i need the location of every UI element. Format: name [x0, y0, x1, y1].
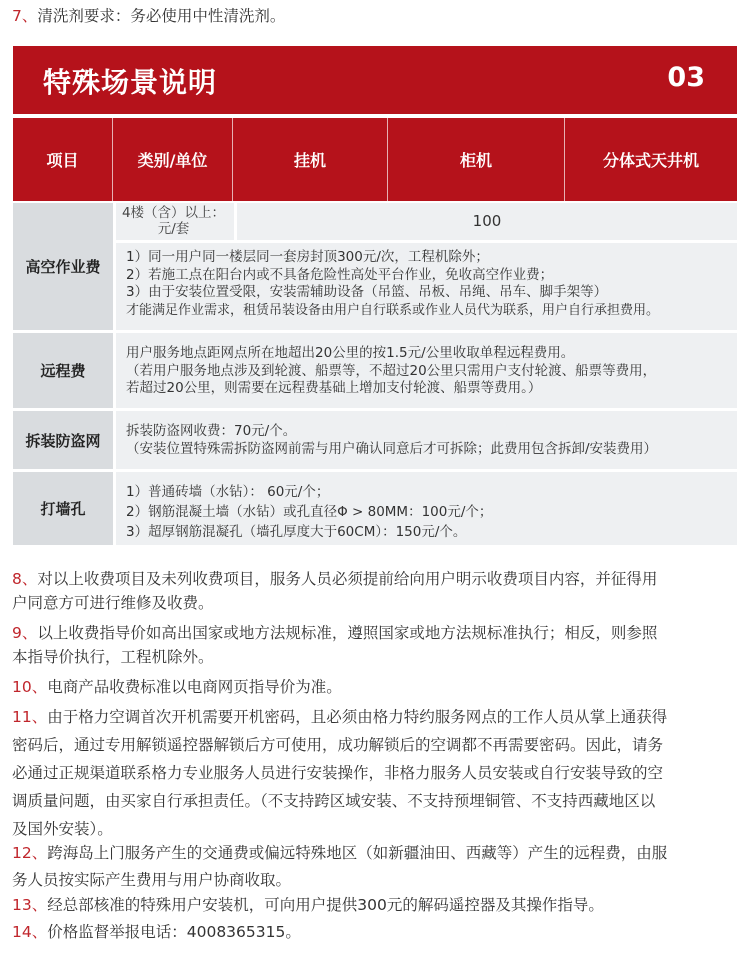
note-8: 8、对以上收费项目及未列收费项目，服务人员必须提前给向用户明示收费项目内容，并征得用 户同意方可进行维修及收费。 [12, 570, 658, 612]
row-label-remote: 远程费 [40, 362, 86, 380]
note-number: 7、 [12, 7, 38, 25]
high-altitude-value: 100 [472, 211, 502, 230]
note-9: 9、以上收费指导价如高出国家或地方法规标准，遵照国家或地方法规标准执行；相反，则参照 本指导价执行，工程机除外。 [12, 624, 658, 666]
row-label-wall-hole: 打墙孔 [40, 500, 86, 518]
divider [113, 411, 116, 469]
note-14: 14、价格监督举报电话：4008365315。 [12, 923, 301, 941]
remote-details: 用户服务地点距网点所在地超出20公里的按1.5元/公里收取单程远程费用。 （若用户服务地点涉及到轮渡、船票等，不超过20公里只需用户支付轮渡、船票等费用， 若超过20公里，则需要在远程费基础上增加支付轮渡、船票等费用。） [116, 333, 737, 408]
header-ceiling-unit: 分体式天井机 [602, 151, 699, 170]
anti-theft-details: 拆装防盗网收费：70元/个。 （安装位置特殊需拆防盗网前需与用户确认同意后才可拆除；此费用包含拆卸/安装费用） [116, 411, 737, 469]
header-category-unit: 类别/单位 [113, 118, 233, 201]
note-text: 清洗剂要求：务必使用中性清洗剂。 [37, 7, 286, 25]
row-label-anti-theft: 拆装防盗网 [25, 431, 101, 450]
sub-label: 4楼（含）以上： 元/套 [121, 205, 226, 237]
note-7 [12, 4, 285, 28]
note-11: 11、由于格力空调首次开机需要开机密码，且必须由格力特约服务网点的工作人员从掌上通获得 密码后，通过专用解锁遥控器解锁后方可使用，成功解锁后的空调都不再需要密码。因此，请务 必通过正规渠道联系格力专业服务人员进行安装操作，非格力服务人员安装或自行安装导致的空 调质量问题，由买家自行承担责任。（不支持跨区域安装、不支持预埋铜管、不支持西藏地区以 及国外安装）。 [12, 708, 668, 838]
header-item: 项目 [13, 118, 113, 201]
high-altitude-sub-row [116, 203, 737, 240]
divider [113, 203, 116, 330]
note-13: 13、经总部核准的特殊用户安装机，可向用户提供300元的解码遥控器及其操作指导。 [12, 896, 604, 914]
fee-table [13, 203, 737, 545]
header-floor-unit: 柜机 [388, 118, 565, 201]
wall-hole-details: 1）普通砖墙（水钻）： 60元/个； 2）钢筋混凝土墙（水钻）或孔直径Φ > 80MM：100元/个； 3）超厚钢筋混凝孔（墙孔厚度大于60CM）：150元/个。 [116, 472, 737, 545]
divider [113, 333, 116, 408]
row-label-high-altitude: 高空作业费 [25, 258, 101, 276]
section-banner [13, 46, 737, 114]
table-header-row [13, 118, 737, 201]
high-altitude-details: 1）同一用户同一楼层同一套房封顶300元/次，工程机除外； 2）若施工点在阳台内或不具备危险性高处平台作业，免收高空作业费； 3）由于安装位置受限，安装需辅助设备（吊篮、吊板、吊绳、吊车、脚手架等） 才能满足作业需求，租赁吊装设备由用户自行联系或作业人员代为联系，用户自行承担费用。 [116, 243, 737, 330]
banner-title: 特殊场景说明 [43, 66, 218, 99]
banner-number: 03 [667, 62, 705, 93]
header-wall-unit: 挂机 [233, 118, 388, 201]
divider [113, 472, 116, 545]
note-10: 10、电商产品收费标准以电商网页指导价为准。 [12, 678, 342, 696]
note-12: 12、跨海岛上门服务产生的交通费或偏远特殊地区（如新疆油田、西藏等）产生的远程费，由服 务人员按实际产生费用与用户协商收取。 [12, 844, 668, 889]
